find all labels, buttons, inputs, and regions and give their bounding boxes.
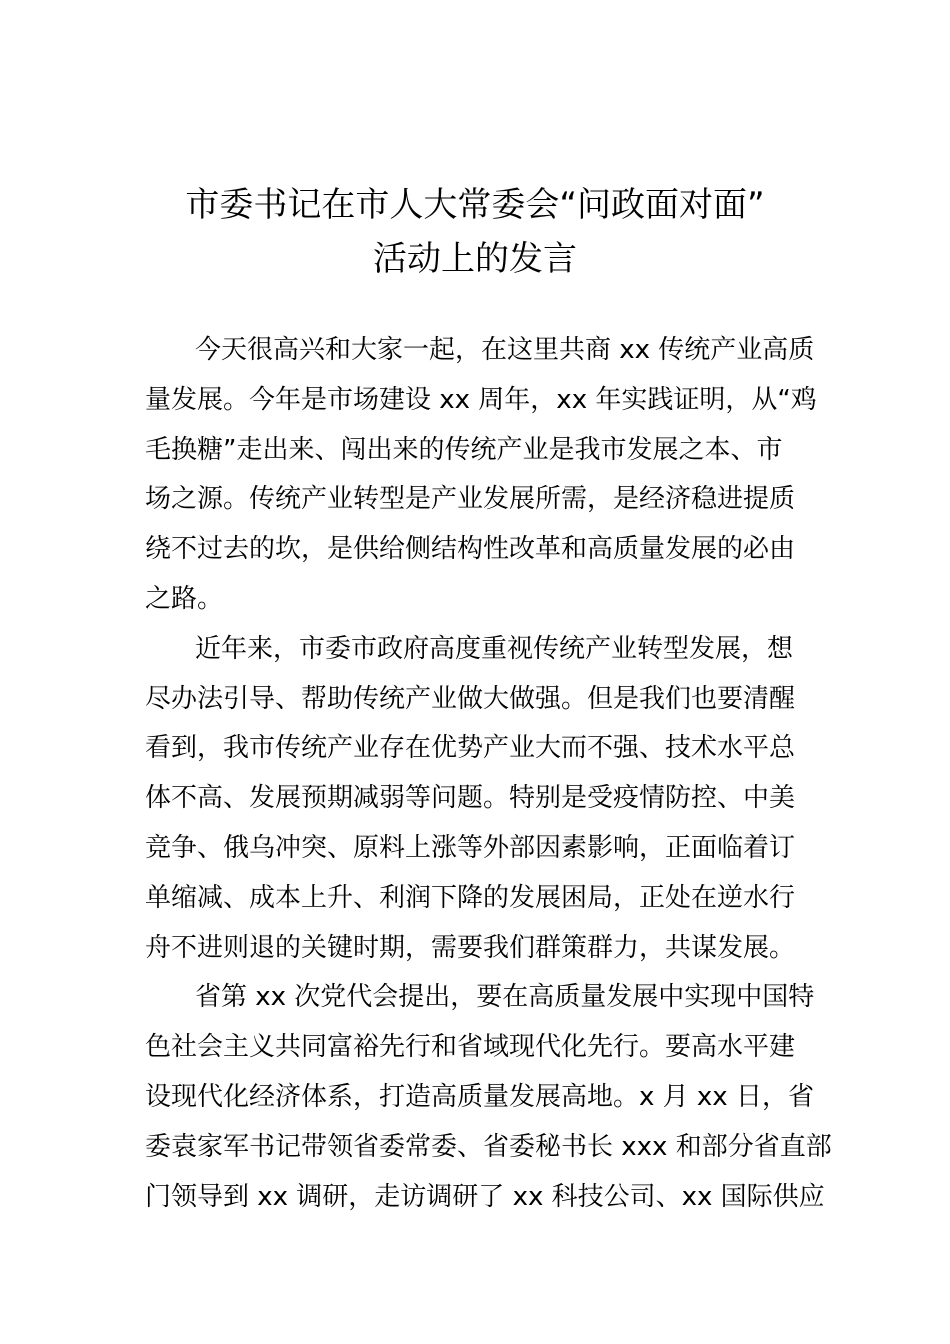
paragraph-2-line-3: 看到，我市传统产业存在优势产业大而不强、技术水平总 <box>145 733 796 764</box>
paragraph-2-line-4: 体不高、发展预期减弱等问题。特别是受疫情防控、中美 <box>145 783 796 814</box>
paragraph-1-line-3: 毛换糖”走出来、闯出来的传统产业是我市发展之本、市 <box>145 434 783 465</box>
paragraph-1-line-4: 场之源。传统产业转型是产业发展所需，是经济稳进提质 <box>145 484 796 515</box>
paragraph-2-line-6: 单缩减、成本上升、利润下降的发展困局，正处在逆水行 <box>145 882 796 913</box>
paragraph-3-line-4: 委袁家军书记带领省委常委、省委秘书长 xxx 和部分省直部 <box>145 1131 832 1162</box>
paragraph-1-line-1: 今天很高兴和大家一起，在这里共商 xx 传统产业高质 <box>195 335 815 365</box>
title-line-1: 市委书记在市人大常委会“问政面对面” <box>185 185 765 225</box>
paragraph-3-line-1: 省第 xx 次党代会提出，要在高质量发展中实现中国特 <box>195 982 815 1013</box>
document-body <box>145 326 832 1222</box>
title-line-2: 活动上的发言 <box>373 239 577 279</box>
paragraph-2-line-1: 近年来，市委市政府高度重视传统产业转型发展，想 <box>195 633 794 664</box>
paragraph-1-line-2: 量发展。今年是市场建设 xx 周年，xx 年实践证明，从“鸡 <box>145 384 817 415</box>
paragraph-2-line-7: 舟不进则退的关键时期，需要我们群策群力，共谋发展。 <box>145 932 796 963</box>
paragraph-3-line-5: 门领导到 xx 调研，走访调研了 xx 科技公司、xx 国际供应 <box>145 1181 825 1212</box>
paragraph-1-line-5: 绕不过去的坎，是供给侧结构性改革和高质量发展的必由 <box>145 534 796 565</box>
paragraph-3-line-2: 色社会主义共同富裕先行和省域现代化先行。要高水平建 <box>145 1032 796 1063</box>
paragraph-2-line-5: 竞争、俄乌冲突、原料上涨等外部因素影响，正面临着订 <box>145 832 796 863</box>
document-title <box>100 178 850 286</box>
paragraph-1-line-6: 之路。 <box>145 583 224 614</box>
paragraph-2-line-2: 尽办法引导、帮助传统产业做大做强。但是我们也要清醒 <box>145 683 796 714</box>
paragraph-3-line-3: 设现代化经济体系，打造高质量发展高地。x 月 xx 日，省 <box>145 1081 814 1112</box>
